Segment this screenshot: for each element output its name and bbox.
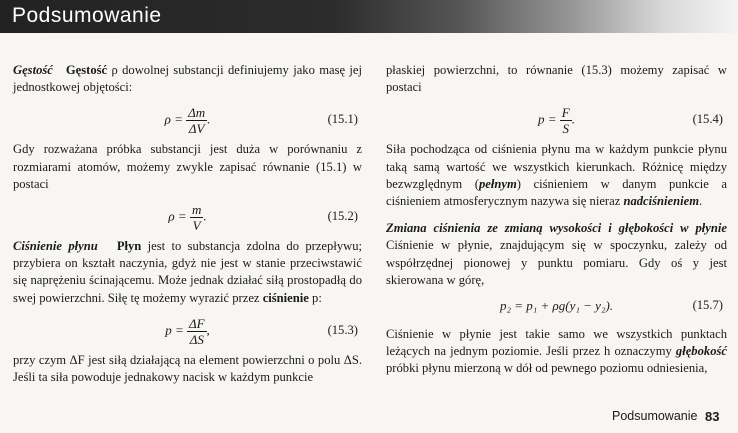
equation-number: (15.7) xyxy=(692,298,723,313)
equation-number: (15.1) xyxy=(327,112,358,127)
numerator: Δm xyxy=(188,105,206,121)
numerator: m xyxy=(191,202,202,218)
equation-number: (15.2) xyxy=(327,209,358,224)
equation-lhs: ρ = xyxy=(164,111,183,127)
left-column xyxy=(13,62,362,386)
equation-formula: p₂ = p₁ + ρg(y₁ − y₂). xyxy=(499,298,614,314)
fraction xyxy=(187,316,207,347)
banner-title: Podsumowanie xyxy=(12,4,162,27)
section-heading-fluid-pressure: Ciśnienie płynu xyxy=(13,239,98,254)
term-gauge-pressure: nadciśnieniem xyxy=(623,194,700,209)
term-full: pełnym xyxy=(478,176,517,191)
page-number: 83 xyxy=(705,409,720,424)
fraction xyxy=(560,105,572,136)
paragraph-density-form: Gdy rozważana próbka substancji jest duża w porównaniu z rozmiarami atomów, możemy zwykle zapisać równanie (15.1) w postaci xyxy=(13,142,362,191)
paragraph-text: Ciśnienie w płynie jest takie samo we wszystkich punktach leżących na jednym poziomie. Jeśli przez h oznaczymy xyxy=(386,327,727,359)
equation-tail: , xyxy=(206,322,210,338)
paragraph-text: Ciśnienie w płynie, znajdującym się w spoczynku, zależy od współrzędnej pionowej y punktu pomiaru. Gdy oś y jest skierowana w górę, xyxy=(386,238,727,287)
term-fluid: Płyn xyxy=(116,239,142,254)
equation-number: (15.3) xyxy=(327,322,358,337)
paragraph-force-element: przy czym ΔF jest siłą działającą na element powierzchni o polu ΔS. Jeśli ta siła powoduje jednakowy nacisk w każdym punkcie xyxy=(13,352,362,385)
term-density: Gęstość xyxy=(65,63,108,77)
equation-tail: . xyxy=(571,111,575,127)
denominator: S xyxy=(562,121,569,137)
paragraph-pressure-depth xyxy=(386,220,727,289)
right-column xyxy=(386,62,727,378)
paragraph-text: próbki płynu mierzoną w dół od pewnego poziomu odniesienia, xyxy=(386,361,708,376)
paragraph-density xyxy=(13,62,362,96)
term-pressure: ciśnienie xyxy=(262,290,309,305)
denominator: V xyxy=(192,218,201,234)
fraction xyxy=(190,202,203,233)
term-depth: głębokość xyxy=(675,344,727,359)
paragraph-gauge-pressure xyxy=(386,141,727,210)
footer-section-label: Podsumowanie xyxy=(612,409,698,423)
fraction xyxy=(186,105,207,136)
paragraph-flat-surface: płaskiej powierzchni, to równanie (15.3) możemy zapisać w postaci xyxy=(386,63,727,95)
paragraph-same-level xyxy=(386,326,727,378)
section-heading-pressure-depth: Zmiana ciśnienia ze zmianą wysokości i głębokości w płynie xyxy=(386,221,727,236)
denominator: ΔV xyxy=(188,121,205,137)
paragraph-text: Siła pochodząca od ciśnienia płynu ma w każdym punkcie płynu taką samą wartość we wszystkich kierunkach. Różnicę między bezwzględnym ( xyxy=(386,142,727,191)
equation-15-3 xyxy=(13,310,362,346)
paragraph-fluid-pressure xyxy=(13,238,362,307)
equation-lhs: p = xyxy=(538,111,557,127)
equation-tail: . xyxy=(207,111,211,127)
paragraph-text: . xyxy=(699,194,703,209)
equation-15-2 xyxy=(13,196,362,232)
equation-lhs: ρ = xyxy=(168,208,187,224)
denominator: ΔS xyxy=(189,331,204,347)
numerator: ΔF xyxy=(188,315,205,331)
equation-number: (15.4) xyxy=(692,112,723,127)
paragraph-text: p: xyxy=(308,290,322,305)
equation-tail: . xyxy=(203,208,207,224)
equation-15-1 xyxy=(13,99,362,135)
numerator: F xyxy=(561,105,570,121)
paragraph-text: jest to substancja zdolna do przepływu; przybiera on kształt naczynia, gdyż nie jest w stanie przeciwstawić się naprężeniu ścinającemu. Może jednak działać siłą prostopadłą do swej powierzchni. Siłę tę możemy wyrazić przez xyxy=(13,239,363,305)
paragraph-text: ρ dowolnej substancji definiujemy jako masę jej jednostkowej objętości: xyxy=(13,63,362,95)
section-banner xyxy=(0,0,738,33)
equation-lhs: p = xyxy=(165,322,184,338)
section-heading-density: Gęstość xyxy=(13,63,53,77)
paragraph-text: ) ciśnieniem w danym punkcie a ciśnieniem atmosferycznym nazywa się nieraz xyxy=(386,176,727,209)
equation-15-4 xyxy=(386,99,727,135)
equation-15-7 xyxy=(386,292,727,320)
